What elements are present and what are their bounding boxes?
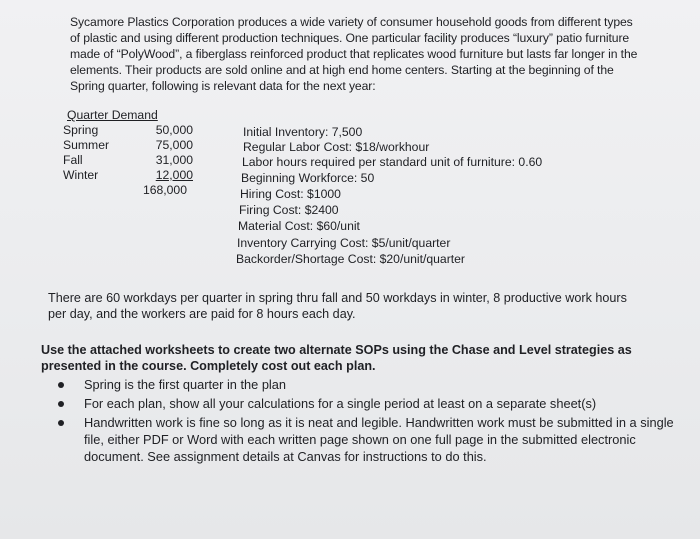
- demand-quarter: Spring: [63, 123, 99, 137]
- bullet-icon: [58, 420, 64, 426]
- intro-paragraph: Sycamore Plastics Corporation produces a wide variety of consumer household goods from different types of plastic and using different production techniques. One particular facility produces “luxury” patio furniture made of “PolyWood”, a fiberglass reinforced product that replicates wood furniture but lasts far longer in the elements. Their products are sold online and at high end home centers. Starting at the beginning of the Spring quarter, following is relevant data for the next year:: [70, 15, 638, 93]
- demand-total: 168,000: [142, 183, 187, 197]
- param-initial-inventory: Initial Inventory: 7,500: [243, 125, 363, 139]
- demand-quarter: Winter: [63, 168, 99, 182]
- demand-row-spring: [63, 123, 193, 138]
- param-regular-labor-cost: Regular Labor Cost: $18/workhour: [243, 140, 430, 154]
- demand-quarter: Fall: [63, 153, 83, 167]
- param-inventory-carrying-cost: Inventory Carrying Cost: $5/unit/quarter: [237, 236, 451, 250]
- list-item: [58, 414, 678, 465]
- list-item: [58, 395, 678, 412]
- param-firing-cost: Firing Cost: $2400: [239, 203, 339, 217]
- param-hiring-cost: Hiring Cost: $1000: [240, 187, 341, 201]
- demand-value: 50,000: [155, 123, 193, 137]
- demand-value: 75,000: [155, 138, 193, 152]
- demand-table-header: Quarter Demand: [67, 108, 158, 122]
- param-material-cost: Material Cost: $60/unit: [238, 219, 360, 233]
- param-beginning-workforce: Beginning Workforce: 50: [241, 171, 375, 185]
- list-item-text: For each plan, show all your calculations for a single period at least on a separate sheet(s): [84, 396, 597, 411]
- list-item-text: Handwritten work is fine so long as it is neat and legible. Handwritten work must be submitted in a single file, either PDF or Word with each written page shown on one full page in the submitted electronic document. See assignment details at Canvas for instructions to do this.: [84, 415, 674, 464]
- param-backorder-cost: Backorder/Shortage Cost: $20/unit/quarter: [236, 252, 465, 266]
- demand-quarter: Summer: [63, 138, 110, 152]
- demand-value: 12,000: [155, 168, 193, 182]
- bullet-icon: [58, 401, 64, 407]
- demand-value: 31,000: [155, 153, 193, 167]
- workdays-paragraph: There are 60 workdays per quarter in spring thru fall and 50 workdays in winter, 8 productive work hours per day, and the workers are paid for 8 hours each day.: [48, 291, 627, 321]
- list-item: [58, 376, 678, 393]
- requirements-list: [58, 376, 678, 467]
- bullet-icon: [58, 382, 64, 388]
- param-labor-hours: Labor hours required per standard unit of furniture: 0.60: [242, 155, 543, 169]
- demand-row-summer: [63, 138, 193, 153]
- demand-row-winter: [63, 168, 193, 183]
- instruction-paragraph: Use the attached worksheets to create two alternate SOPs using the Chase and Level strategies as presented in the course. Completely cost out each plan.: [41, 343, 632, 373]
- list-item-text: Spring is the first quarter in the plan: [84, 377, 287, 392]
- demand-row-fall: [63, 153, 193, 168]
